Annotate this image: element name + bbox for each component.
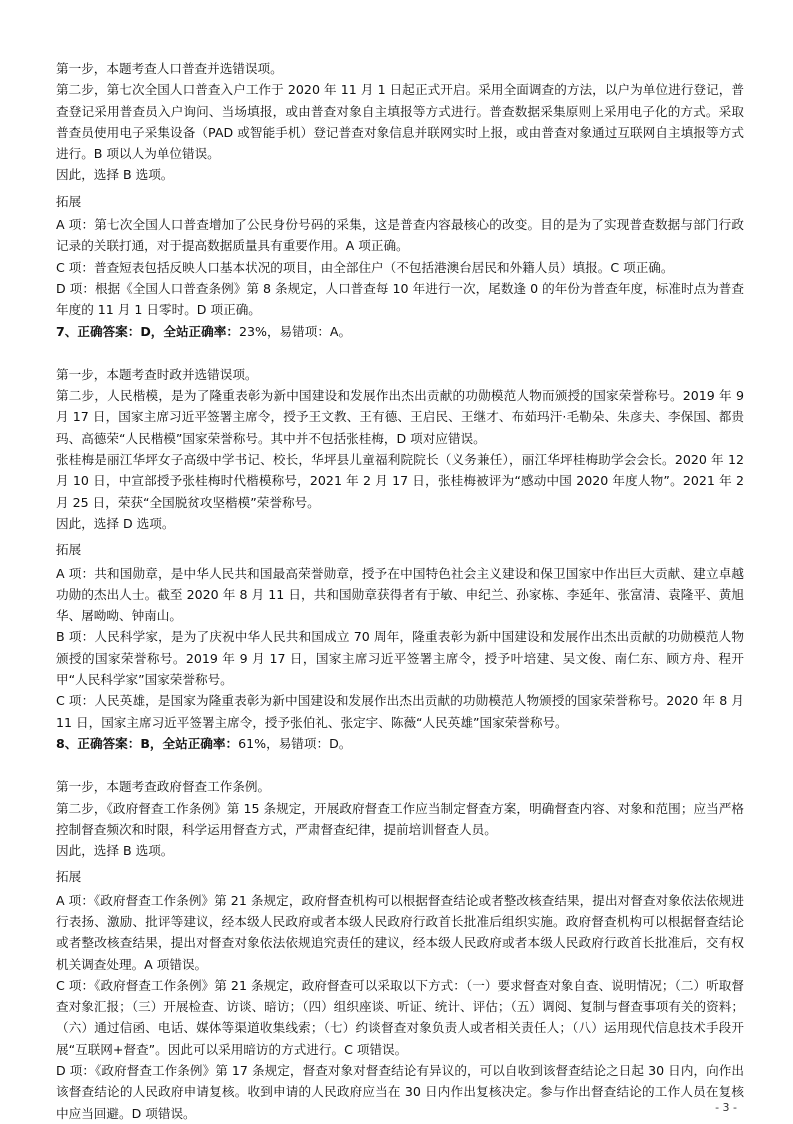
q7-correct-rate: 23% [238,323,267,339]
q8-extension-a: A 项：《政府督查工作条例》第 21 条规定，政府督查机构可以根据督查结论或者整改核查结果，提出对督查对象依法依规进行表扬、激励、批评等建议，经本级人民政府或者本级人民政府行政首长批准后组织实施。政府督查机构可以根据督查结论或者整改核查结果，提出对督查对象依法依规追究责任的建议，经本级人民政府或者本级人民政府行政首长批准后，交有权机关调查处理。A 项错误。 [56,892,744,972]
q8-answer-label: 8、正确答案：B，全站正确率： [56,735,239,751]
q7-answer-label: 7、正确答案：D，全站正确率： [56,323,239,339]
q6-step2: 第二步，第七次全国人口普查入户工作于 2020 年 11 月 1 日起正式开启。采用全面调查的方法，以户为单位进行登记，普查登记采用普查员入户询问、当场填报，或由普查对象自主填报等方式进行。普查数据采集原则上采用电子化的方式。采取普查员使用电子采集设备（PAD 或智能手机）登记普查对象信息并联网实时上报，或由普查对象通过互联网自主填报等方式进行。B 项以人为单位错误。 [56,82,744,162]
page-content [56,58,744,1124]
page-number: - 3 - [715,1101,737,1114]
q7-step2: 第二步，人民楷模，是为了隆重表彰为新中国建设和发展作出杰出贡献的功勋模范人物而颁授的国家荣誉称号。2019 年 9 月 17 日，国家主席习近平签署主席令，授予王文教、王有德、王启民、王继才、布茹玛汗·毛勒朵、朱彦夫、李保国、都贵玛、高德荣“人民楷模”国家荣誉称号。其中并不包括张桂梅，D 项对应错误。 [56,388,744,446]
q8-extension-d: D 项：《政府督查工作条例》第 17 条规定，督查对象对督查结论有异议的，可以自收到该督查结论之日起 30 日内，向作出该督查结论的人民政府申请复核。收到申请的人民政府应当在 30 日内作出复核决定。参与作出督查结论的工作人员在复核中应当回避。D 项错误。 [56,1063,744,1121]
q7-step1: 第一步，本题考查时政并选错误项。 [56,366,258,382]
q6-extension-c: C 项：普查短表包括反映人口基本状况的项目，由全部住户（不包括港澳台居民和外籍人员）填报。C 项正确。 [56,259,674,275]
q7-extension-a: A 项：共和国勋章，是中华人民共和国最高荣誉勋章，授予在中国特色社会主义建设和保卫国家中作出巨大贡献、建立卓越功勋的杰出人士。截至 2020 年 8 月 11 日，共和国勋章获得者有于敏、申纪兰、孙家栋、李延年、张富清、袁隆平、黄旭华、屠呦呦、钟南山。 [56,565,744,624]
q8-wrong-option: ，易错项：D。 [266,735,352,751]
q6-conclusion: 因此，选择 B 选项。 [56,167,174,183]
q8-correct-rate: 61% [238,735,267,751]
q7-extension-b: B 项：人民科学家，是为了庆祝中华人民共和国成立 70 周年，隆重表彰为新中国建设和发展作出杰出贡献的功勋模范人物颁授的国家荣誉称号。2019 年 9 月 17 日，国家主席习近平签署主席令，授予叶培建、吴文俊、南仁东、顾方舟、程开甲“人民科学家”国家荣誉称号。 [56,629,744,688]
q7-step2-detail: 张桂梅是丽江华坪女子高级中学书记、校长，华坪县儿童福利院院长（义务兼任），丽江华坪桂梅助学会会长。2020 年 12 月 10 日，中宣部授予张桂梅时代楷模称号，2021 年 2 月 17 日，张桂梅被评为“感动中国 2020 年度人物”。2021 年 2 月 25 日，荣获“全国脱贫攻坚楷模”荣誉称号。 [56,452,744,510]
q7-extension-title: 拓展 [56,542,82,558]
q7-section [56,364,744,733]
q8-answer-heading [56,733,744,754]
q6-extension-d: D 项：根据《全国人口普查条例》第 8 条规定，人口普查每 10 年进行一次，尾数逢 0 的年份为普查年度，标准时点为普查年度的 11 月 1 日零时。D 项正确。 [56,280,744,318]
q7-wrong-option: ，易错项：A。 [266,323,352,339]
q6-extension-a: A 项：第七次全国人口普查增加了公民身份号码的采集，这是普查内容最核心的改变。目的是为了实现普查数据与部门行政记录的关联打通，对于提高数据质量具有重要作用。A 项正确。 [56,217,744,254]
q6-section [56,58,744,321]
q8-step1: 第一步，本题考查政府督查工作条例。 [56,779,271,795]
q8-section [56,776,744,1124]
q7-answer-heading [56,321,744,342]
q8-step2: 第二步，《政府督查工作条例》第 15 条规定，开展政府督查工作应当制定督查方案，明确督查内容、对象和范围；应当严格控制督查频次和时限，科学运用督查方式，严肃督查纪律，提前培训督查人员。 [56,800,744,837]
q6-step1: 第一步，本题考查人口普查并选错误项。 [56,61,283,76]
q6-extension-title: 拓展 [56,193,82,209]
q8-conclusion: 因此，选择 B 选项。 [56,843,174,859]
q7-extension-c: C 项：人民英雄，是国家为隆重表彰为新中国建设和发展作出杰出贡献的功勋模范人物颁授的国家荣誉称号。2020 年 8 月 11 日，国家主席习近平签署主席令，授予张伯礼、张定宇、陈薇“人民英雄”国家荣誉称号。 [56,693,744,730]
q7-conclusion: 因此，选择 D 选项。 [56,515,175,531]
q8-extension-c: C 项：《政府督查工作条例》第 21 条规定，政府督查可以采取以下方式：（一）要求督查对象自查、说明情况；（二）听取督查对象汇报；（三）开展检查、访谈、暗访；（四）组织座谈、听证、统计、评估；（五）调阅、复制与督查事项有关的资料；（六）通过信函、电话、媒体等渠道收集线索；（七）约谈督查对象负责人或者相关责任人；（八）运用现代信息技术手段开展“互联网+督查”。因此可以采用暗访的方式进行。C 项错误。 [56,977,744,1057]
q8-extension-title: 拓展 [56,869,82,885]
